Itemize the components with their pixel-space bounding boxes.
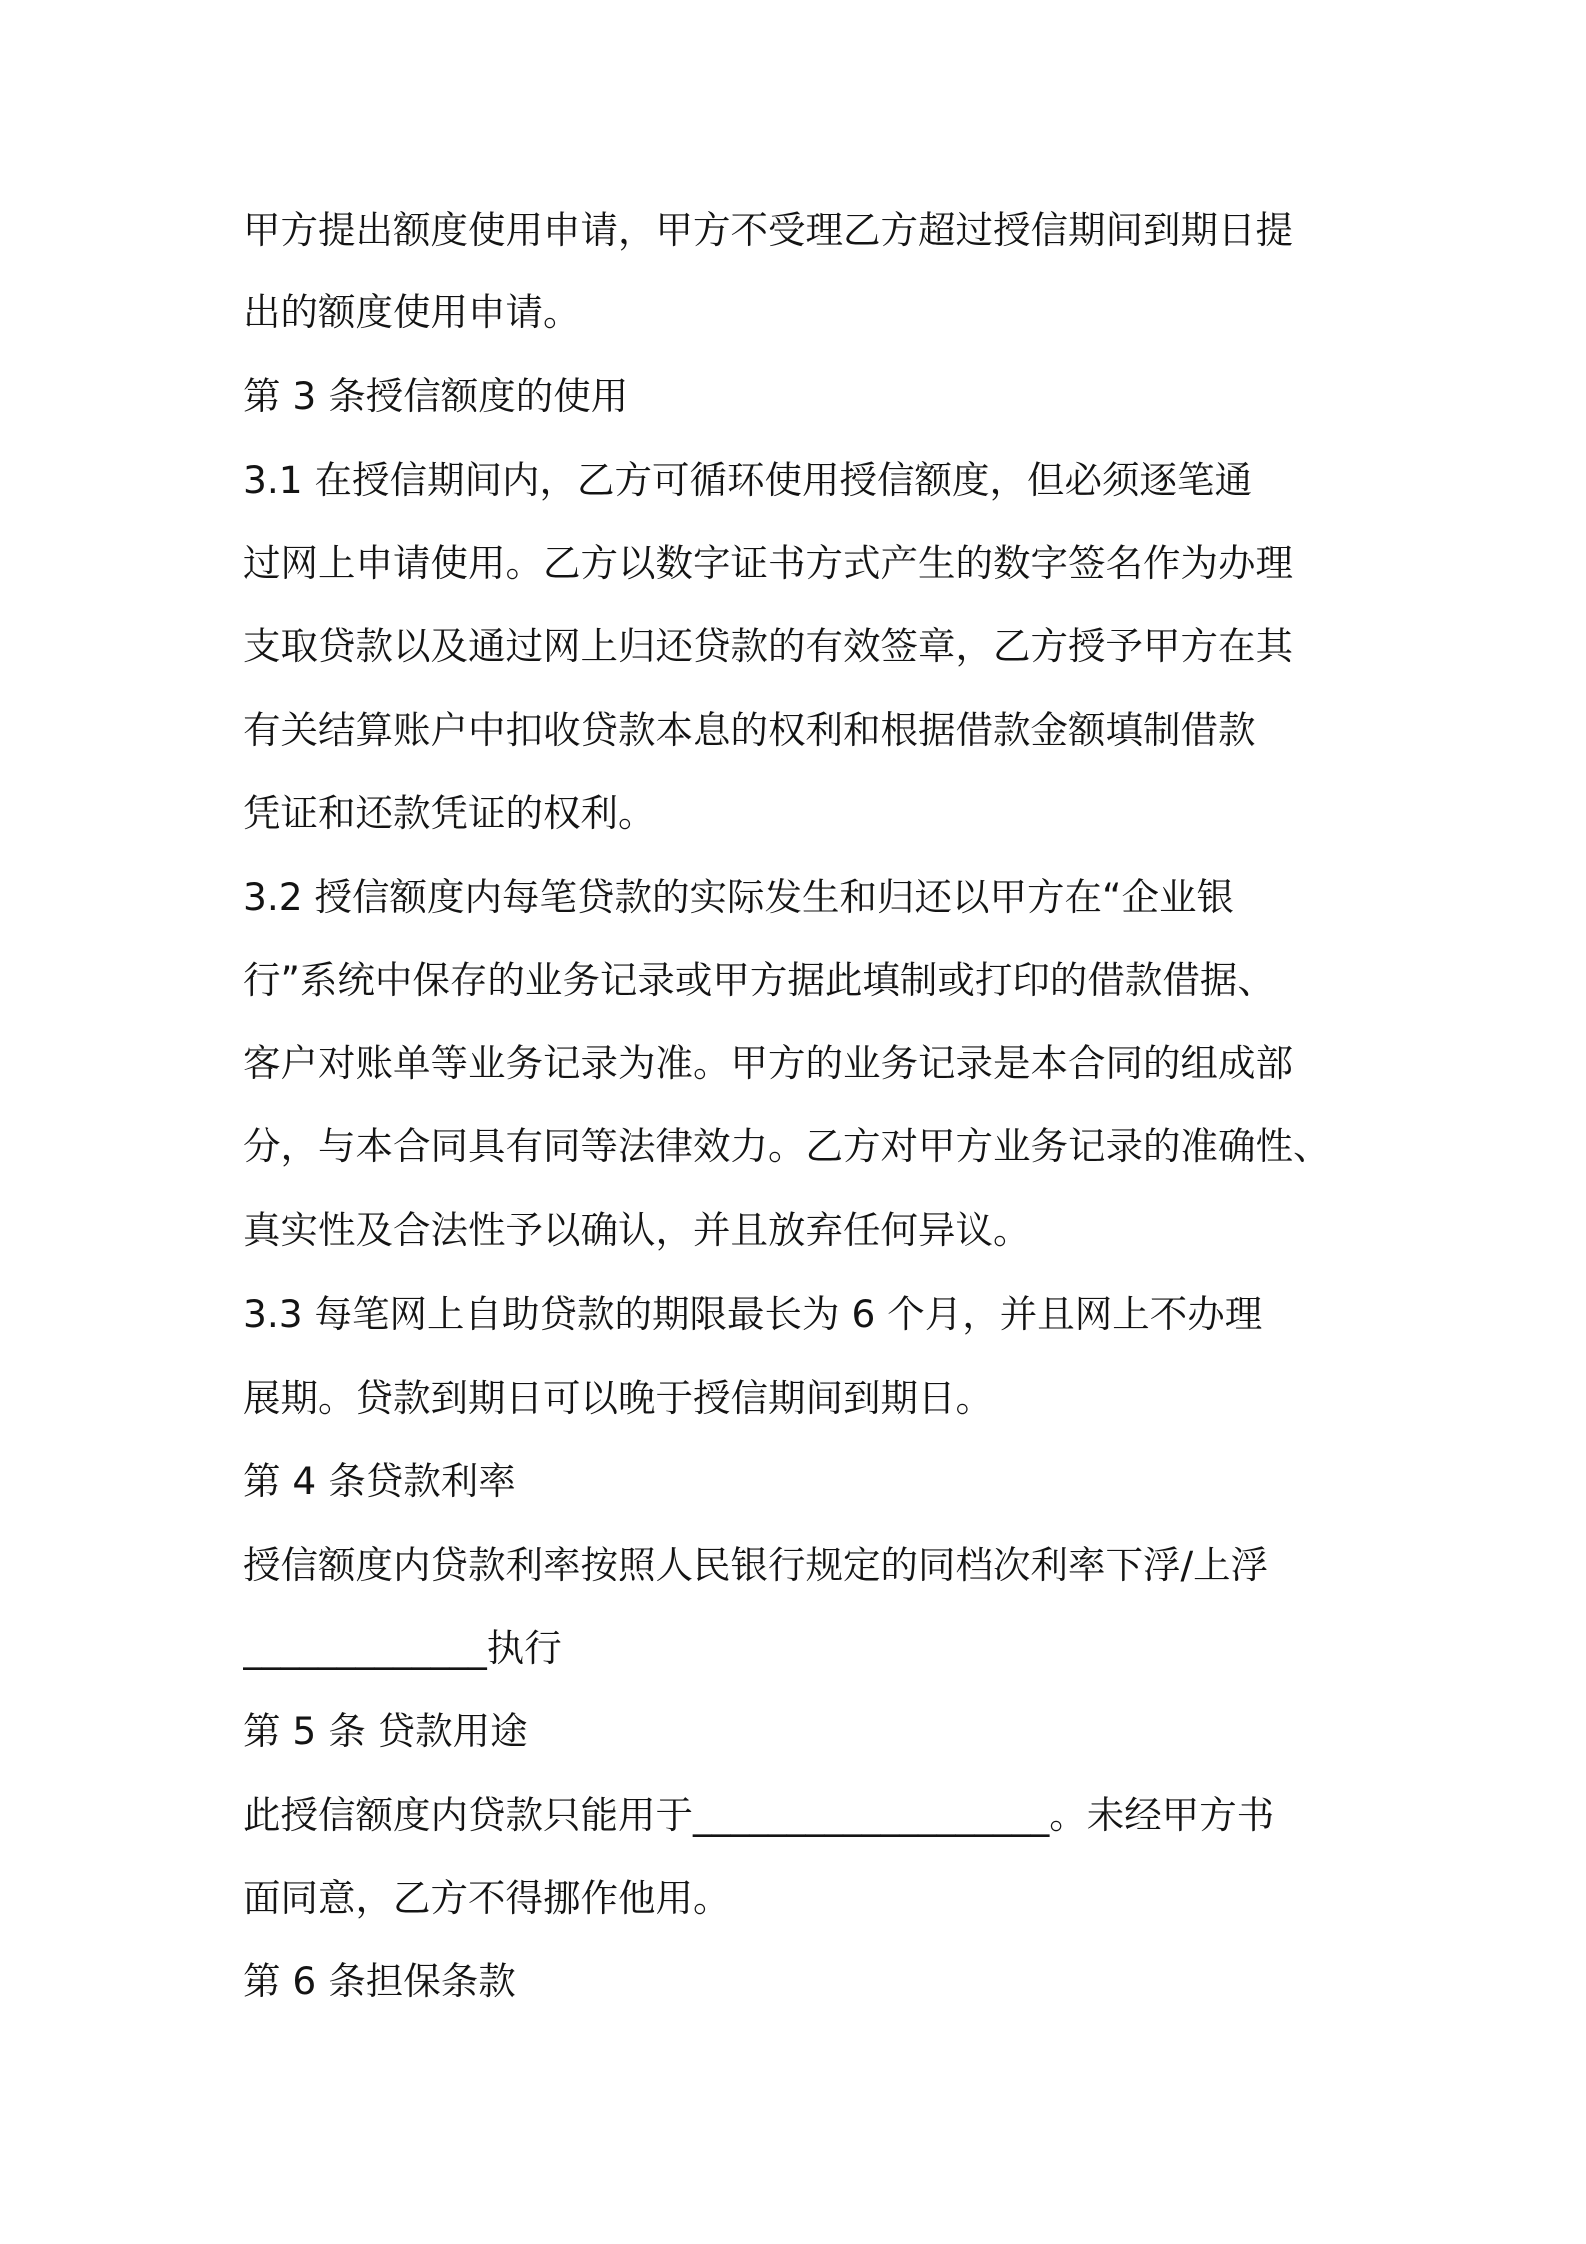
article-4-line: _____________执行 [243, 1626, 562, 1670]
clause-3-1-line: 有关结算账户中扣收贷款本息的权利和根据借款金额填制借款 [243, 708, 1256, 752]
article-5-line: 面同意，乙方不得挪作他用。 [243, 1876, 731, 1920]
clause-3-1-line: 3.1 在授信期间内，乙方可循环使用授信额度，但必须逐笔通 [243, 458, 1253, 502]
clause-3-3-line: 3.3 每笔网上自助贷款的期限最长为 6 个月，并且网上不办理 [243, 1292, 1263, 1336]
clause-3-2-line: 真实性及合法性予以确认，并且放弃任何异议。 [243, 1208, 1031, 1252]
article-heading-5: 第 5 条 贷款用途 [243, 1709, 528, 1753]
clause-3-3-line: 展期。贷款到期日可以晚于授信期间到期日。 [243, 1376, 993, 1420]
article-heading-4: 第 4 条贷款利率 [243, 1459, 516, 1503]
body-text-line: 甲方提出额度使用申请，甲方不受理乙方超过授信期间到期日提 [243, 208, 1293, 252]
clause-3-1-line: 支取贷款以及通过网上归还贷款的有效签章，乙方授予甲方在其 [243, 624, 1293, 668]
body-text-line: 出的额度使用申请。 [243, 290, 581, 334]
clause-3-2-line: 客户对账单等业务记录为准。甲方的业务记录是本合同的组成部 [243, 1041, 1293, 1085]
clause-3-2-line: 分，与本合同具有同等法律效力。乙方对甲方业务记录的准确性、 [243, 1124, 1331, 1168]
clause-3-2-line: 行”系统中保存的业务记录或甲方据此填制或打印的借款借据、 [243, 958, 1275, 1002]
article-heading-3: 第 3 条授信额度的使用 [243, 374, 629, 418]
clause-3-1-line: 凭证和还款凭证的权利。 [243, 791, 656, 835]
clause-3-1-line: 过网上申请使用。乙方以数字证书方式产生的数字签名作为办理 [243, 541, 1293, 585]
article-4-line: 授信额度内贷款利率按照人民银行规定的同档次利率下浮/上浮 [243, 1543, 1269, 1587]
article-5-line: 此授信额度内贷款只能用于___________________。未经甲方书 [243, 1793, 1275, 1837]
article-heading-6: 第 6 条担保条款 [243, 1959, 516, 2003]
clause-3-2-line: 3.2 授信额度内每笔贷款的实际发生和归还以甲方在“企业银 [243, 875, 1234, 919]
